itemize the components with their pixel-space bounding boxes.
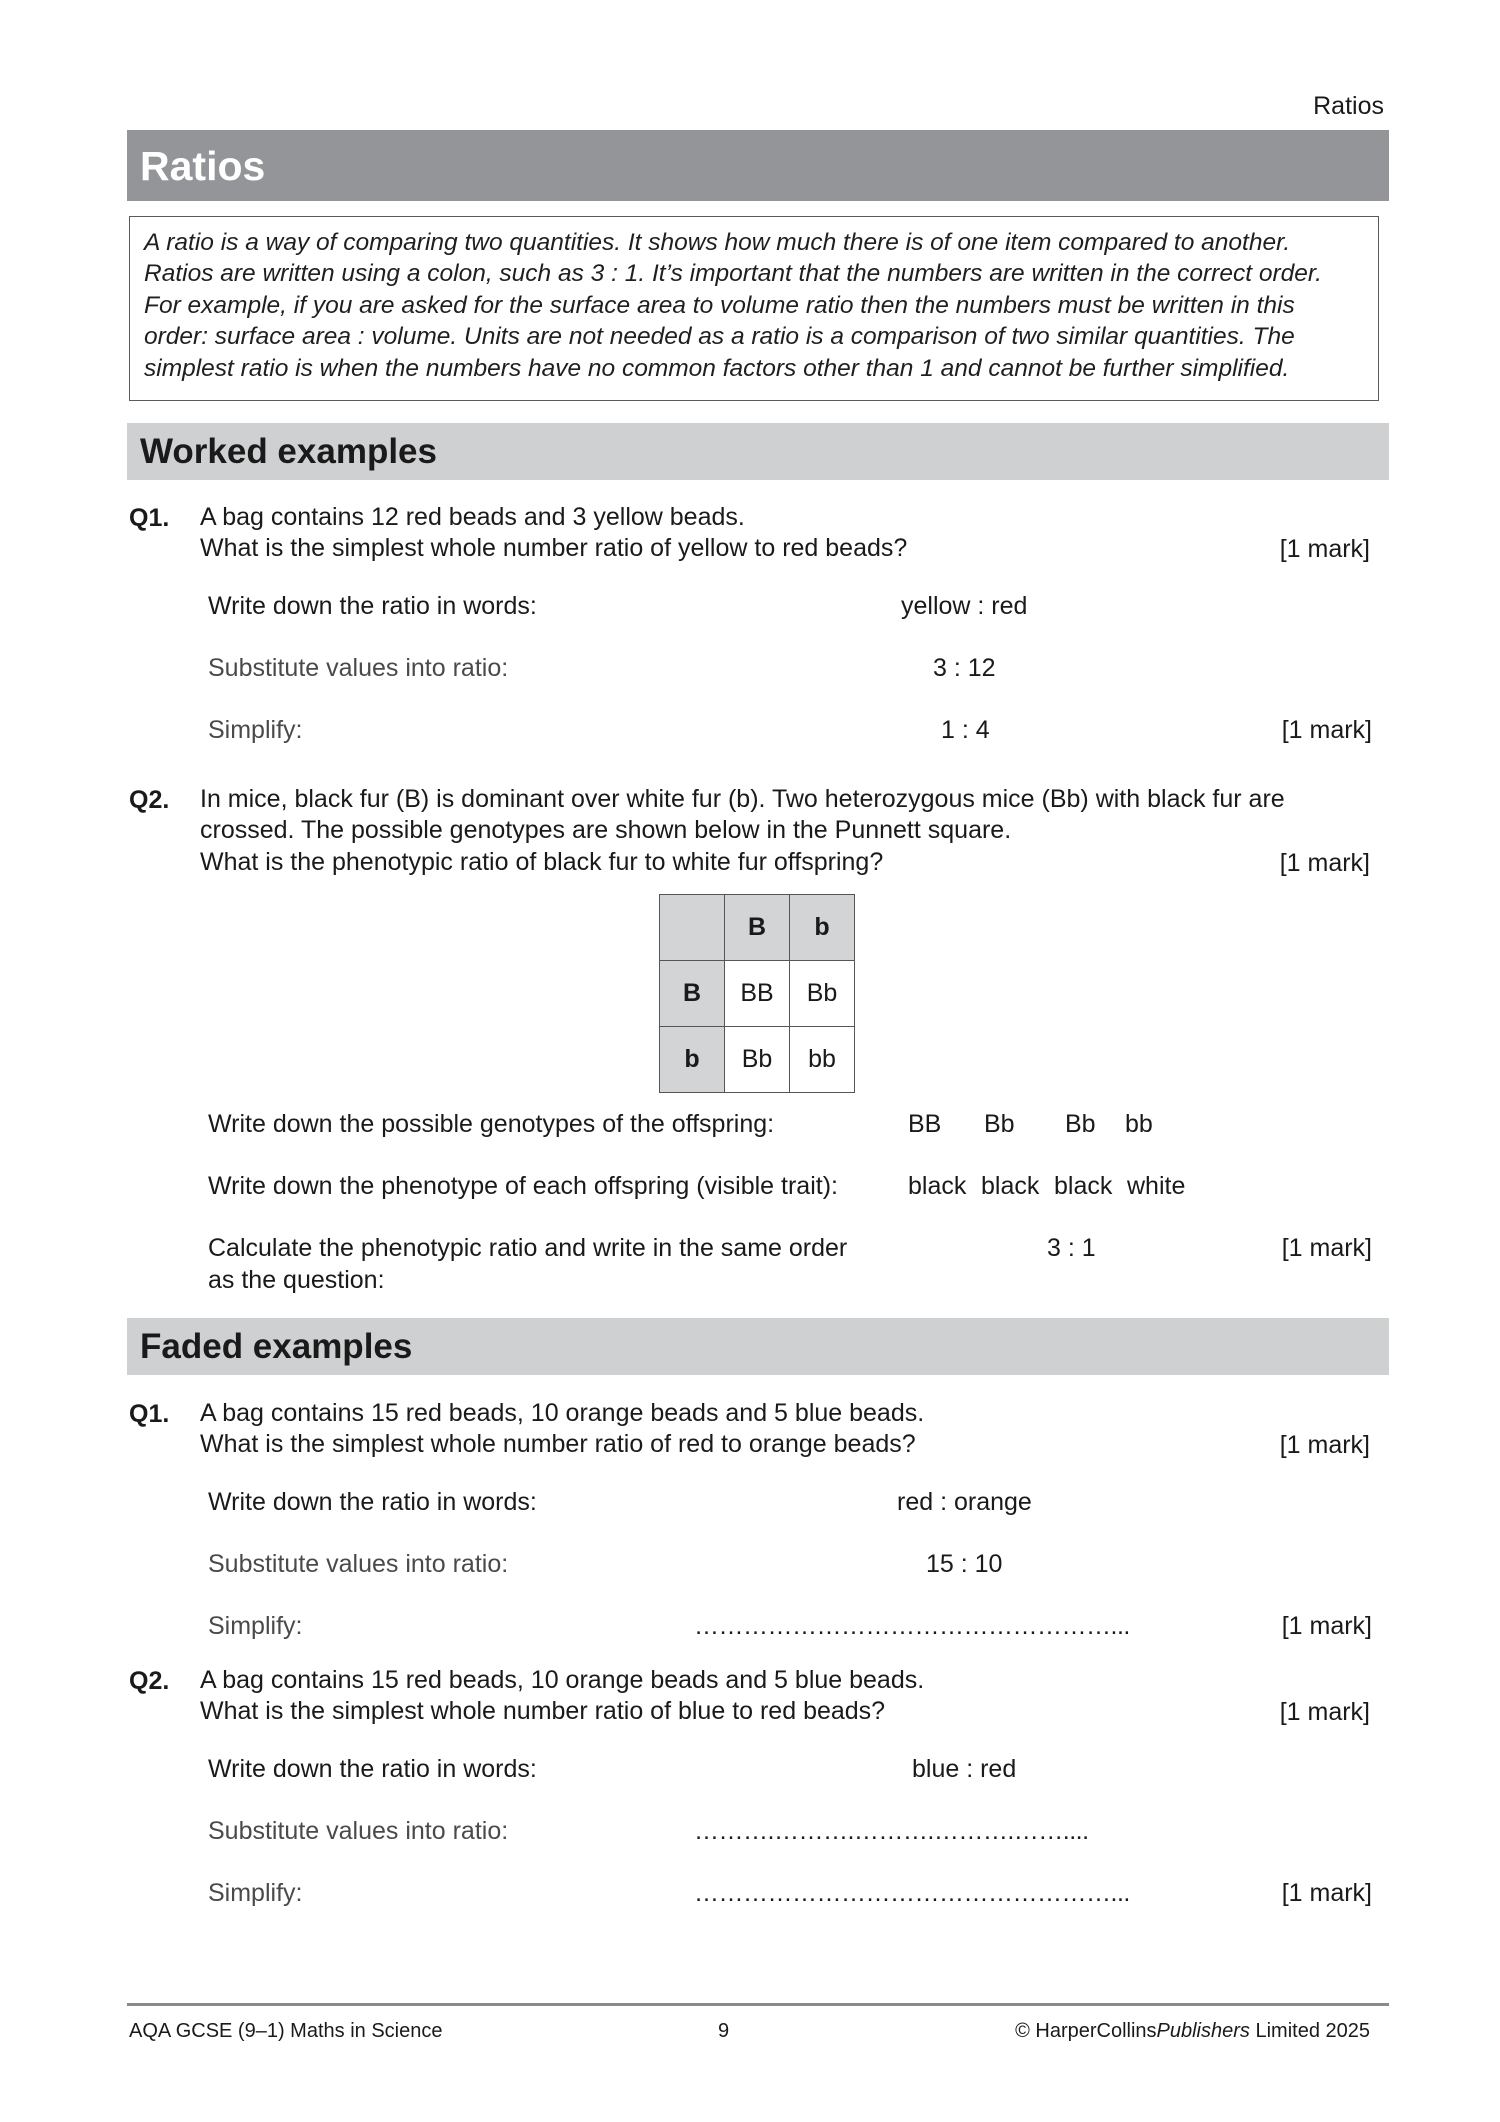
faded-q2-line1: A bag contains 15 red beads, 10 orange beads and 5 blue beads. — [200, 1666, 925, 1694]
faded-q1-answer-blank[interactable]: ……………………………………………... — [694, 1612, 1130, 1640]
copyright-prefix: © HarperCollins — [1015, 2020, 1157, 2042]
worked-q1-step3-mark: [1 mark] — [1281, 716, 1372, 744]
punnett-corner — [660, 895, 725, 961]
footer-book-title: AQA GCSE (9–1) Maths in Science — [129, 2020, 443, 2042]
genotype-answer: BB — [908, 1110, 942, 1138]
faded-q1-step1-answer: red : orange — [897, 1488, 1032, 1516]
title-bar — [127, 130, 1389, 201]
intro-box — [129, 216, 1379, 401]
faded-q2-mark: [1 mark] — [1279, 1698, 1370, 1726]
worked-q1-step1-label: Write down the ratio in words: — [208, 592, 537, 620]
faded-q2-step1-label: Write down the ratio in words: — [208, 1755, 537, 1783]
worked-q1-step3-label: Simplify: — [208, 716, 303, 744]
faded-q2-number: Q2. — [129, 1667, 170, 1695]
worked-q2-mark: [1 mark] — [1279, 849, 1370, 877]
faded-q2-ratio-blank[interactable]: ……….……….……….……….…….... — [694, 1817, 1089, 1845]
faded-q2-step3-mark: [1 mark] — [1281, 1879, 1372, 1907]
worked-q2-number: Q2. — [129, 786, 170, 814]
faded-q2-step2-label: Substitute values into ratio: — [208, 1817, 509, 1845]
faded-q1-step3-label: Simplify: — [208, 1612, 303, 1640]
worked-examples-heading: Worked examples — [140, 432, 437, 471]
worked-q1-step3-answer: 1 : 4 — [941, 716, 990, 744]
phenotype-answer: black — [981, 1172, 1040, 1200]
faded-q1-number: Q1. — [129, 1400, 170, 1428]
phenotype-answer: black — [1054, 1172, 1113, 1200]
worked-q1-step1-answer: yellow : red — [901, 592, 1028, 620]
intro-line: A ratio is a way of comparing two quantities. It shows how much there is of one item compared to another. — [144, 229, 1291, 256]
punnett-cell: bb — [790, 1027, 855, 1093]
running-head: Ratios — [1313, 92, 1384, 120]
punnett-cell: Bb — [725, 1027, 790, 1093]
worked-q2-line3: What is the phenotypic ratio of black fur to white fur offspring? — [200, 848, 884, 876]
punnett-row-header: b — [660, 1027, 725, 1093]
faded-examples-heading: Faded examples — [140, 1327, 413, 1366]
faded-q1-line1: A bag contains 15 red beads, 10 orange beads and 5 blue beads. — [200, 1399, 925, 1427]
worked-q2-step2-label: Write down the phenotype of each offspring (visible trait): — [208, 1172, 838, 1200]
worked-q2-step1-label: Write down the possible genotypes of the offspring: — [208, 1110, 775, 1138]
worked-q1-mark: [1 mark] — [1279, 535, 1370, 563]
intro-line: order: surface area : volume. Units are not needed as a ratio is a comparison of two similar quantities. The — [144, 323, 1295, 351]
punnett-cell: Bb — [790, 961, 855, 1027]
footer-copyright — [1015, 2018, 1370, 2044]
footer-rule — [127, 2003, 1389, 2006]
faded-q2-answer-blank[interactable]: ……………………………………………... — [694, 1879, 1130, 1907]
copyright-suffix: Limited 2025 — [1249, 2020, 1370, 2042]
copyright-publishers: Publishers — [1156, 2020, 1250, 2042]
faded-q1-mark: [1 mark] — [1279, 1431, 1370, 1459]
page-title: Ratios — [140, 143, 266, 189]
intro-line: For example, if you are asked for the surface area to volume ratio then the numbers must be written in this — [144, 291, 1295, 319]
worked-q1-number: Q1. — [129, 504, 170, 532]
faded-q1-step1-label: Write down the ratio in words: — [208, 1488, 537, 1516]
faded-q2-step3-label: Simplify: — [208, 1879, 303, 1907]
punnett-col-header: B — [725, 895, 790, 961]
phenotype-answer: black — [908, 1172, 967, 1200]
faded-q1-line2: What is the simplest whole number ratio of red to orange beads? — [200, 1430, 916, 1458]
punnett-row-header: B — [660, 961, 725, 1027]
worked-q1-step2-answer: 3 : 12 — [933, 654, 996, 682]
faded-q2-line2: What is the simplest whole number ratio of blue to red beads? — [200, 1697, 886, 1725]
worked-q1-line2: What is the simplest whole number ratio of yellow to red beads? — [200, 534, 908, 562]
intro-line: simplest ratio is when the numbers have no common factors other than 1 and cannot be further simplified. — [144, 354, 1290, 382]
punnett-cell: BB — [725, 961, 790, 1027]
worked-q1-line1: A bag contains 12 red beads and 3 yellow beads. — [200, 503, 745, 531]
faded-q1-step2-answer: 15 : 10 — [926, 1550, 1003, 1578]
worked-q2-step3-label-line1: Calculate the phenotypic ratio and write in the same order — [208, 1234, 848, 1262]
faded-q2-step1-answer: blue : red — [912, 1755, 1017, 1783]
punnett-col-header: b — [790, 895, 855, 961]
genotype-answer: Bb — [984, 1110, 1015, 1138]
faded-q1-step2-label: Substitute values into ratio: — [208, 1550, 509, 1578]
genotype-answer: Bb — [1065, 1110, 1096, 1138]
genotype-answer: bb — [1125, 1110, 1153, 1138]
intro-line: Ratios are written using a colon, such as 3 : 1. It’s important that the numbers are written in the correct order. — [144, 260, 1322, 288]
worked-q2-line1: In mice, black fur (B) is dominant over white fur (b). Two heterozygous mice (Bb) with black fur are — [200, 785, 1285, 813]
worked-q2-step3-label-line2: as the question: — [208, 1266, 385, 1294]
worked-q2-step3-answer: 3 : 1 — [1047, 1234, 1096, 1262]
worked-q1-step2-label: Substitute values into ratio: — [208, 654, 509, 682]
phenotype-answer: white — [1127, 1172, 1186, 1200]
punnett-square — [659, 894, 855, 1093]
worked-q2-line2: crossed. The possible genotypes are shown below in the Punnett square. — [200, 816, 1012, 844]
faded-q1-step3-mark: [1 mark] — [1281, 1612, 1372, 1640]
worked-q2-step3-mark: [1 mark] — [1281, 1234, 1372, 1262]
page-number: 9 — [718, 2020, 730, 2042]
